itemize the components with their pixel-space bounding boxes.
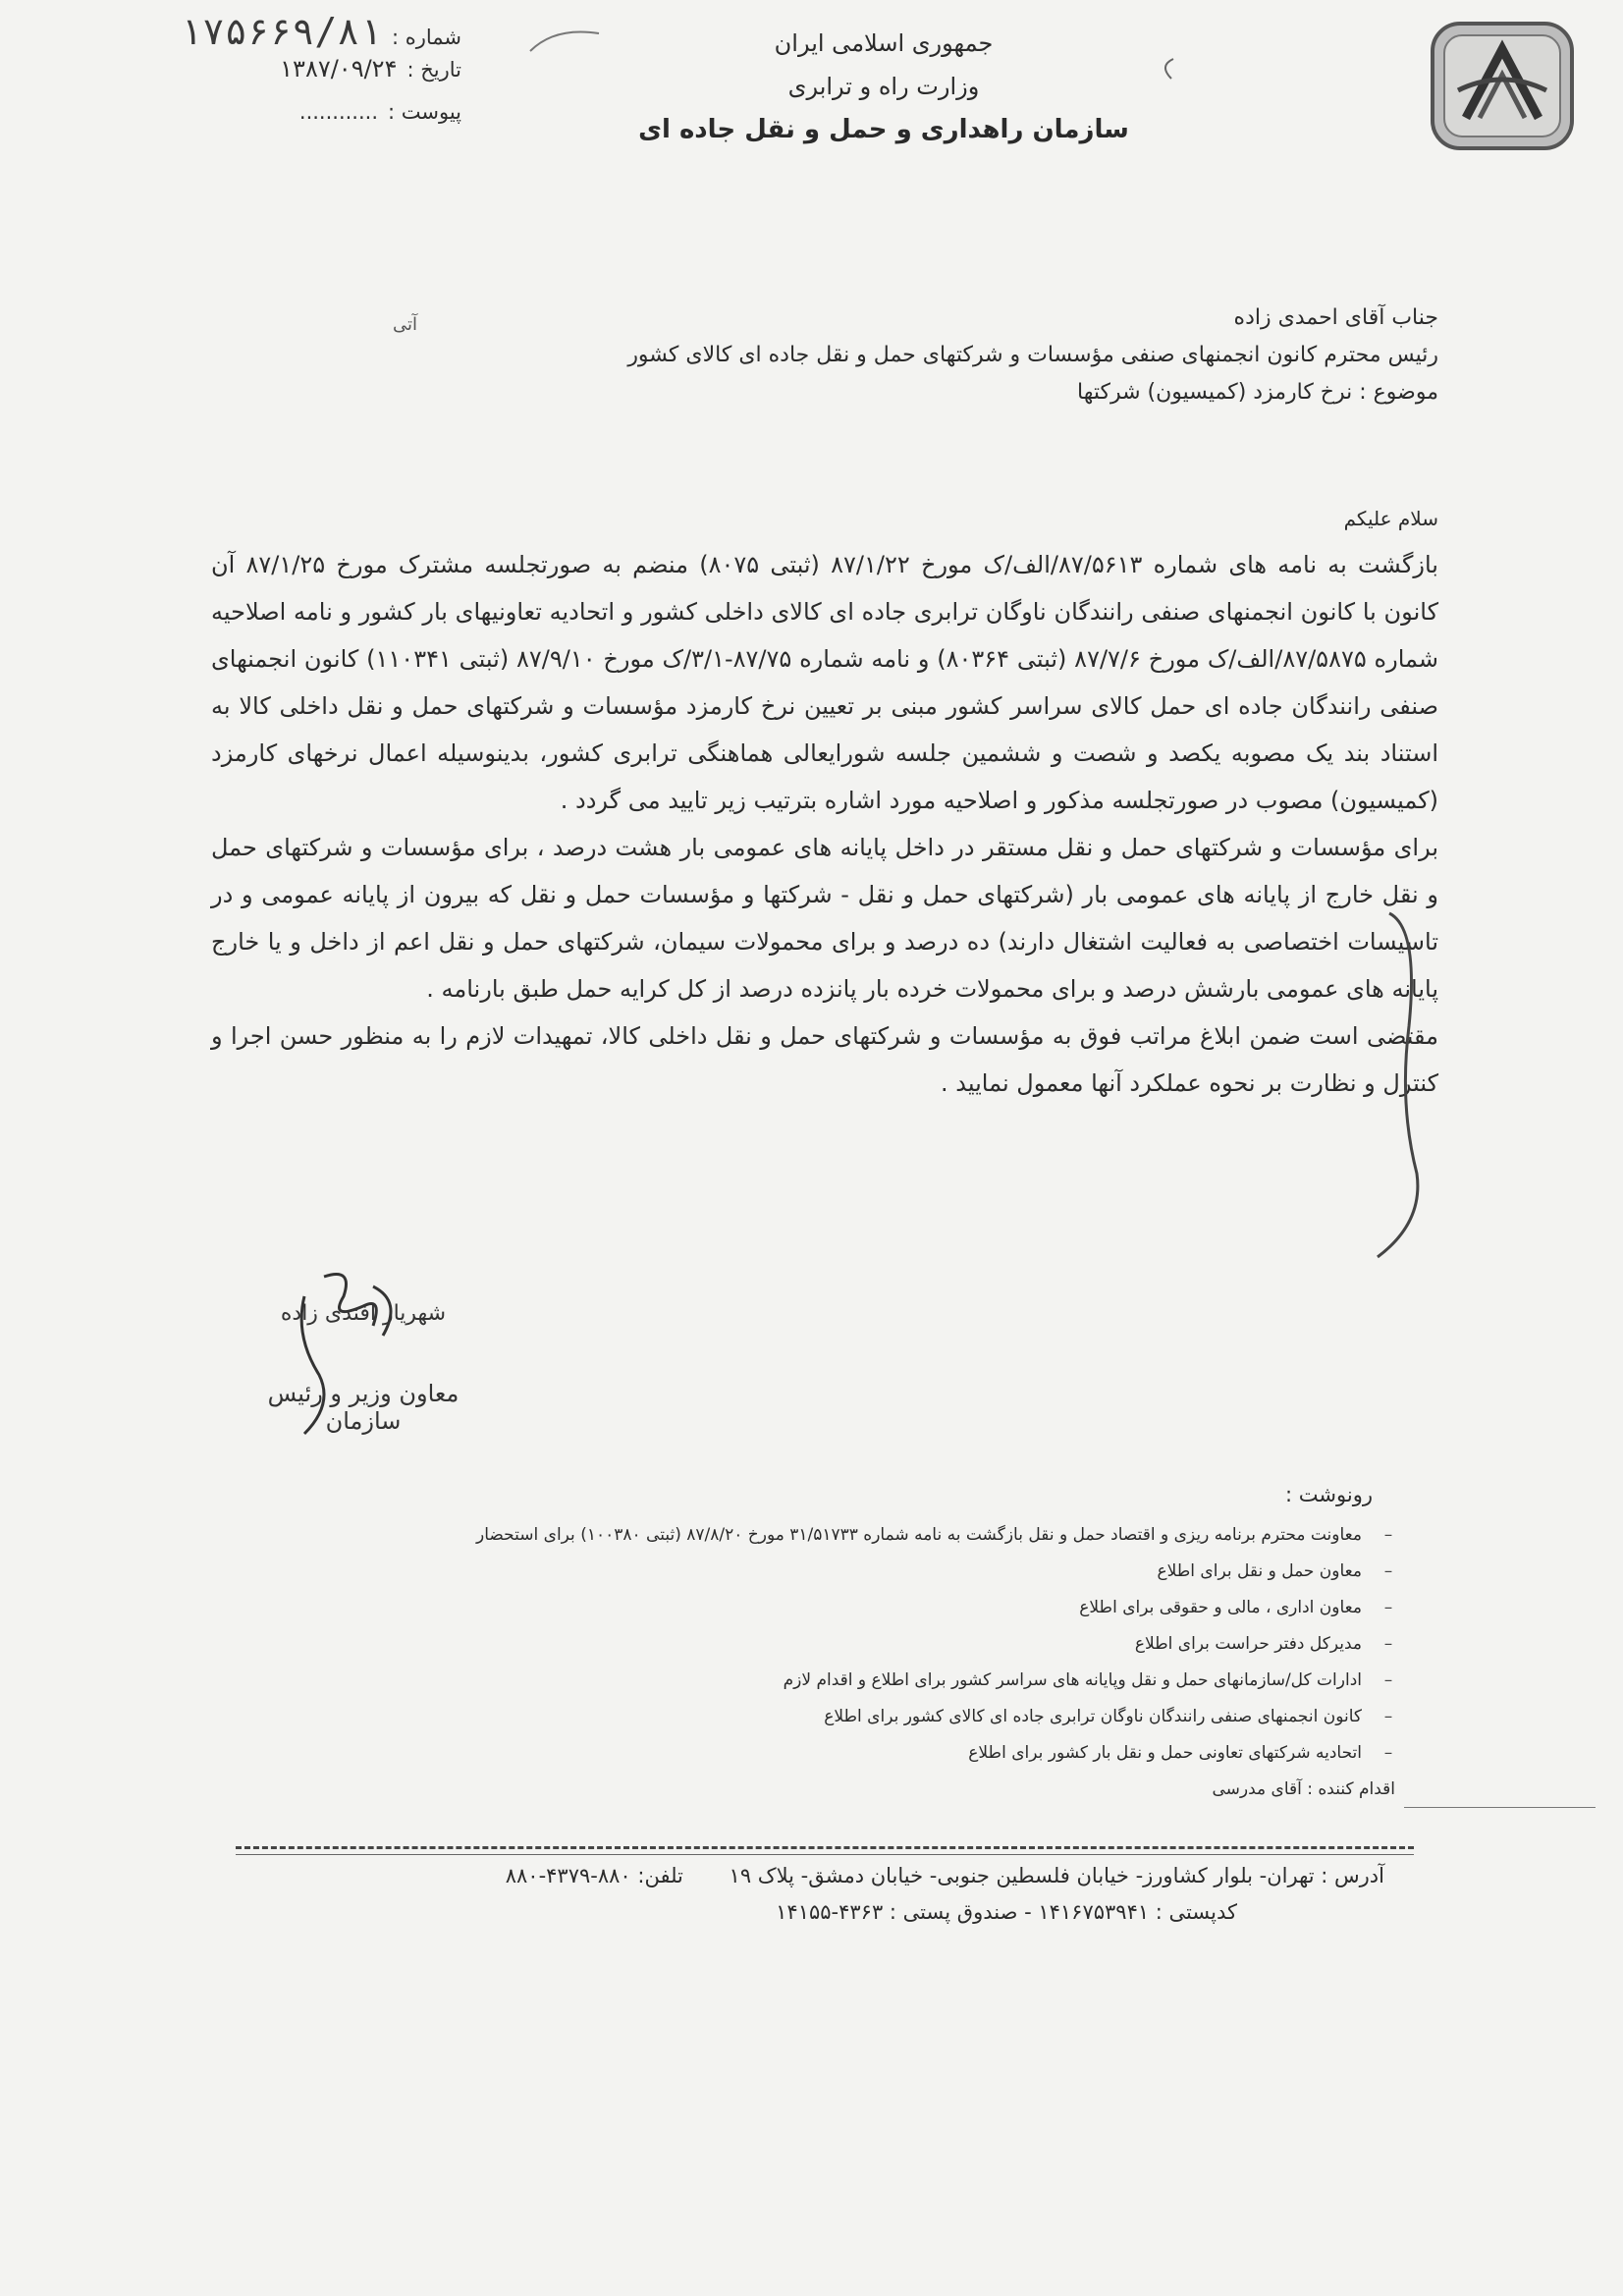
footer-postal: کدپستی : ۱۴۱۶۷۵۳۹۴۱ - صندوق پستی : ۴۳۶۳-۱۴۱۵۵ [776,1900,1237,1924]
addressee-name: جناب آقای احمدی زاده [1233,305,1438,330]
footer-address-row [324,1864,1384,1887]
addressee-block [309,300,1438,411]
dash-icon: – [1383,1598,1393,1617]
cc-item: – مدیرکل دفتر حراست برای اطلاع [255,1626,1399,1663]
body-paragraph-1: بازگشت به نامه های شماره ۸۷/۵۶۱۳/الف/ک مورخ ۸۷/۱/۲۲ (ثبتی ۸۰۷۵) منضم به صورتجلسه مشترک مورخ ۸۷/۱/۲۵ آن کانون با کانون انجمنهای صنفی رانندگان ناوگان ترابری جاده ای کالای داخلی کشور و اتحادیه تعاونیهای بار کشور و نامه اصلاحیه شماره ۸۷/۵۸۷۵/الف/ک مورخ ۸۷/۷/۶ (ثبتی ۸۰۳۶۴) و نامه شماره ۸۷/۷۵-۳/۱/ک مورخ ۸۷/۹/۱۰ (ثبتی ۱۱۰۳۴۱) کانون انجمنهای صنفی رانندگان جاده ای حمل کالای سراسر کشور مبنی بر تعیین نرخ کارمزد مؤسسات و شرکتهای حمل و نقل داخلی کالا به استناد بند یک مصوبه یکصد و شصت و ششمین جلسه شورایعالی هماهنگی ترابری کشور، بدینوسیله اعمال نرخهای کارمزد (کمیسیون) مصوب در صورتجلسه مذکور و اصلاحیه مورد اشاره بترتیب زیر تایید می گردد . [211,551,1439,814]
number-value: ۱۷۵۶۶۹/۸۱ [180,10,382,53]
cc-item: – کانون انجمنهای صنفی رانندگان ناوگان ترابری جاده ای کالای کشور برای اطلاع [255,1699,1399,1735]
cc-list [255,1517,1399,1772]
footer-divider [236,1854,1414,1855]
footer-phone: تلفن: ۸۸۰-۴۳۷۹-۸۸۰ [505,1864,683,1887]
signatory-title: معاون وزیر و رئیس سازمان [267,1380,460,1435]
org-line-2: وزارت راه و ترابری [787,73,980,100]
signatory-name: شهریار افندی زاده [280,1301,447,1326]
date-value: ۱۳۸۷/۰۹/۲۴ [280,55,398,82]
letterhead [609,22,1159,151]
cc-item: – اتحادیه شرکتهای تعاونی حمل و نقل بار کشور برای اطلاع [255,1735,1399,1772]
attachment-label: پیوست : [388,100,461,124]
margin-mark [1154,54,1183,83]
dash-icon: – [1383,1561,1393,1581]
cc-heading: رونوشت : [1285,1483,1373,1506]
footer-postal-row [324,1900,1384,1924]
cc-item: – ادارات کل/سازمانهای حمل و نقل وپایانه های سراسر کشور برای اطلاع و اقدام لازم [255,1663,1399,1699]
dash-icon: – [1383,1525,1393,1545]
number-row [147,10,461,53]
dash-icon: – [1383,1743,1393,1763]
date-label: تاریخ : [406,58,461,82]
dash-icon: – [1383,1707,1393,1726]
margin-bracket [1370,908,1429,1262]
body-paragraph-2: برای مؤسسات و شرکتهای حمل و نقل مستقر در داخل پایانه های عمومی بار هشت درصد ، برای مؤسسات و شرکتهای حمل و نقل خارج از پایانه های عمومی بار (شرکتهای حمل و نقل - شرکتها و مؤسسات حمل و نقل که بیرون از پایانه عمومی و در تاسیسات اختصاصی به فعالیت اشتغال دارند) ده درصد و برای محمولات سیمان، شرکتهای حمل و نقل اعم از داخل و یا خارج پایانه های عمومی بارشش درصد و برای محمولات خرده بار پانزده درصد از کل کرایه حمل طبق بارنامه . [211,834,1438,1003]
number-label: شماره : [391,26,461,49]
margin-scribble [525,22,604,61]
org-line-3: سازمان راهداری و حمل و نقل جاده ای [638,115,1129,144]
salutation: سلام علیکم [1343,507,1438,530]
subject-line: موضوع : نرخ کارمزد (کمیسیون) شرکتها [1077,380,1438,405]
footer-address: آدرس : تهران- بلوار کشاورز- خیابان فلسطین جنوبی- خیابان دمشق- پلاک ۱۹ [729,1864,1384,1887]
footer-divider-dashed [236,1846,1414,1849]
date-row [147,55,461,90]
action-by: اقدام کننده : آقای مدرسی [1212,1779,1395,1799]
letter-body [211,496,1438,1107]
action-underline [1404,1807,1596,1809]
ministry-logo [1429,20,1576,152]
cc-item: – معاون حمل و نقل برای اطلاع [255,1554,1399,1590]
attachment-value: ............ [298,100,378,124]
letter-meta [147,10,461,136]
body-paragraph-3: مقتضی است ضمن ابلاغ مراتب فوق به مؤسسات و شرکتهای حمل و نقل داخلی کالا، تمهیدات لازم را به منظور حسن اجرا و کنترل و نظارت بر نحوه عملکرد آنها معمول نمایید . [211,1022,1438,1097]
addressee-title: رئیس محترم کانون انجمنهای صنفی مؤسسات و شرکتهای حمل و نقل جاده ای کالای کشور [627,343,1438,367]
org-line-1: جمهوری اسلامی ایران [774,29,994,57]
dash-icon: – [1383,1670,1393,1690]
dash-icon: – [1383,1634,1393,1654]
cc-item: – معاون اداری ، مالی و حقوقی برای اطلاع [255,1590,1399,1626]
honorific: آتی [393,314,418,335]
cc-item: – معاونت محترم برنامه ریزی و اقتصاد حمل و نقل بازگشت به نامه شماره ۳۱/۵۱۷۳۳ مورخ ۸۷/۸/۲۰ (ثبتی ۱۰۰۳۸۰) برای استحضار [255,1517,1399,1554]
attachment-row [147,100,461,136]
